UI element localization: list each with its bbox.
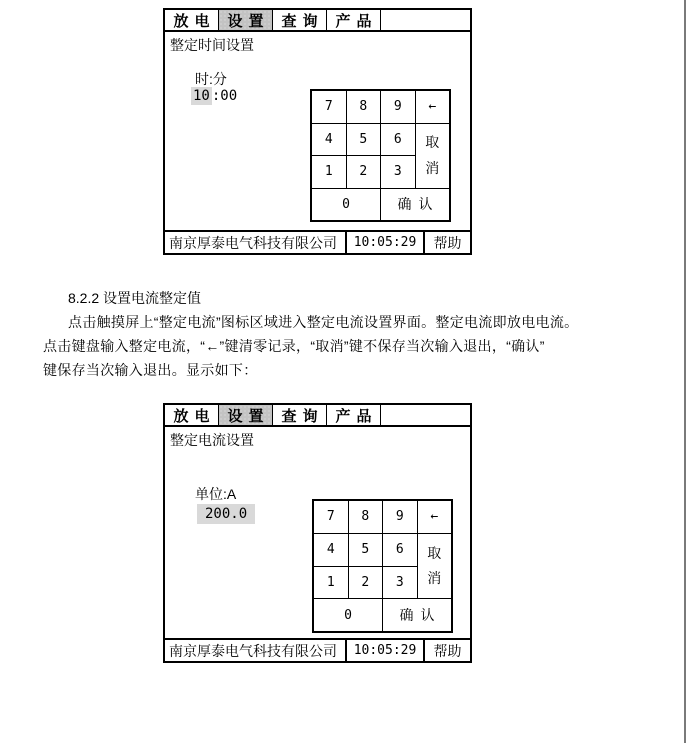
screen-title: 整定时间设置 (170, 37, 254, 53)
key-cancel[interactable] (418, 534, 452, 599)
cancel-label: 取消 (425, 134, 440, 176)
clock-display: 10:05:29 (345, 232, 423, 253)
key-1[interactable]: 1 (314, 567, 348, 599)
device-screen-current-settings (163, 403, 472, 663)
key-3[interactable]: 3 (381, 156, 415, 188)
paragraph-line: 点击触摸屏上“整定电流”图标区域进入整定电流设置界面。整定电流即放电电流。 (68, 314, 579, 330)
paragraph-line: 点击键盘输入整定电流，“←”键清零记录，“取消”键不保存当次输入退出，“确认” (43, 338, 545, 354)
key-confirm[interactable] (383, 599, 451, 631)
device-screen-time-settings (163, 8, 472, 255)
screen-body (165, 427, 470, 638)
tab-product[interactable]: 产品 (327, 405, 381, 425)
tab-discharge[interactable]: 放电 (165, 10, 219, 30)
unit-field-label: 单位:A (195, 486, 237, 502)
key-0[interactable]: 0 (312, 189, 380, 221)
company-name: 南京厚泰电气科技有限公司 (169, 234, 337, 251)
key-backspace[interactable] (418, 501, 452, 533)
paragraph-line: 键保存当次输入退出。显示如下： (43, 362, 258, 378)
help-button[interactable]: 帮助 (423, 640, 470, 661)
key-5[interactable]: 5 (347, 124, 381, 156)
key-6[interactable]: 6 (381, 124, 415, 156)
tab-query[interactable]: 查询 (273, 405, 327, 425)
key-3[interactable]: 3 (383, 567, 417, 599)
section-heading: 8.2.2 设置电流整定值 (68, 290, 202, 306)
company-name: 南京厚泰电气科技有限公司 (169, 642, 337, 659)
page-right-border (684, 0, 686, 743)
help-button[interactable]: 帮助 (423, 232, 470, 253)
key-7[interactable]: 7 (312, 91, 346, 123)
key-2[interactable]: 2 (349, 567, 383, 599)
time-field-label: 时:分 (195, 71, 227, 87)
key-2[interactable]: 2 (347, 156, 381, 188)
key-1[interactable]: 1 (312, 156, 346, 188)
tab-bar (165, 10, 470, 32)
tab-settings[interactable]: 设置 (219, 10, 273, 30)
tab-settings[interactable]: 设置 (219, 405, 273, 425)
tab-product[interactable]: 产品 (327, 10, 381, 30)
time-value-rest: :00 (211, 88, 238, 104)
key-8[interactable]: 8 (347, 91, 381, 123)
key-9[interactable]: 9 (383, 501, 417, 533)
key-7[interactable]: 7 (314, 501, 348, 533)
key-4[interactable]: 4 (314, 534, 348, 566)
status-bar (165, 230, 470, 253)
numeric-keypad (310, 89, 451, 222)
status-bar (165, 638, 470, 661)
clock-display: 10:05:29 (345, 640, 423, 661)
numeric-keypad (312, 499, 453, 633)
time-value-selected[interactable]: 10 (193, 88, 210, 104)
key-0[interactable]: 0 (314, 599, 382, 631)
screen-title: 整定电流设置 (170, 432, 254, 448)
confirm-label: 确认 (399, 607, 442, 624)
key-backspace[interactable] (416, 91, 450, 123)
key-6[interactable]: 6 (383, 534, 417, 566)
current-value-selected[interactable]: 200.0 (197, 504, 255, 524)
confirm-label: 确认 (397, 196, 440, 213)
backspace-arrow-icon: ← (428, 99, 437, 115)
key-5[interactable]: 5 (349, 534, 383, 566)
tab-discharge[interactable]: 放电 (165, 405, 219, 425)
tab-bar-filler (381, 405, 470, 425)
tab-query[interactable]: 查询 (273, 10, 327, 30)
key-4[interactable]: 4 (312, 124, 346, 156)
key-8[interactable]: 8 (349, 501, 383, 533)
backspace-arrow-icon: ← (430, 509, 439, 525)
tab-bar (165, 405, 470, 427)
tab-bar-filler (381, 10, 470, 30)
key-confirm[interactable] (381, 189, 449, 221)
key-cancel[interactable] (416, 124, 450, 188)
screen-body (165, 32, 470, 230)
cancel-label: 取消 (427, 544, 442, 586)
time-field-value[interactable] (191, 88, 237, 104)
current-field-value[interactable] (197, 506, 255, 522)
key-9[interactable]: 9 (381, 91, 415, 123)
